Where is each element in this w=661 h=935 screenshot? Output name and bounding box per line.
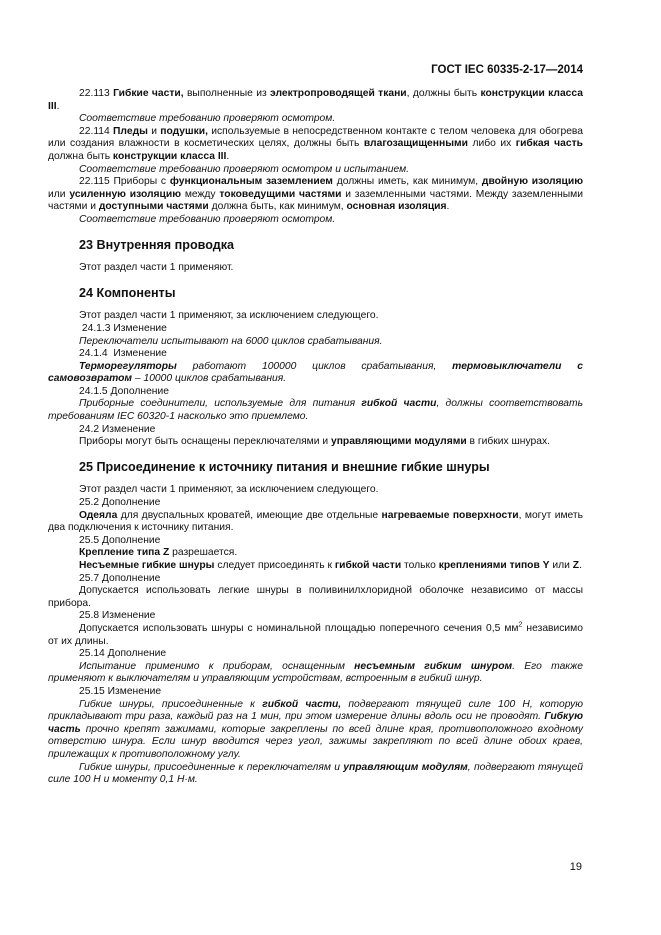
section-24-heading: 24 Компоненты bbox=[79, 285, 176, 300]
document-body: 22.113 Гибкие части, выполненные из электропроводящей ткани, должны быть конструкции класса III. Соответствие требованию проверяют осмотром. 22.114 Пледы и подушки, используемые в непосредственном контакте с телом человека для обогрева или создания влажности в косметических целях, должны быть влагозащищенными либо их гибкая часть должна быть конструкции класса III. Соответствие требованию проверяют осмотром и испытанием. 22.115 Приборы с функциональным заземлением должны иметь, как минимум, двойную изоляцию или усиленную изоляцию между токоведущими частями и заземленными частями. Между заземленными частями и доступными частями должна быть, как минимум, основная изоляция. Соответствие требованию проверяют осмотром. 23 Внутренняя проводка Этот раздел части 1 применяют. 24 Компоненты Этот раздел части 1 применяют, за исключением следующего. 24.1.3 Изменение Переключатели испытывают на 6000 циклов срабатывания. 24.1.4 Изменение Терморегуляторы работают 100000 циклов срабатывания, термовыключатели с самовозвратом – 10000 циклов срабатывания. 24.1.5 Дополнение Приборные соединители, используемые для питания гибкой части, должны соответствовать требованиям IEC 60320-1 насколько это приемлемо. 24.2 Изменение Приборы могут быть оснащены переключателями и управляющими модулями в гибких шнурах. 25 Присоединение к источнику питания и внешние гибкие шнуры Этот раздел части 1 применяют, за исключением следующего. 25.2 Дополнение Одеяла для двуспальных кроватей, имеющие две отдельные нагреваемые поверхности, могут иметь два подключения к источнику питания. 25.5 Дополнение Крепление типа Z разрешается. Несъемные гибкие шнуры следует присоединять к гибкой части только креплениями типов Y или Z. 25.7 Дополнение Допускается использовать легкие шнуры в поливинилхлоридной оболочке независимо от массы прибора. 25.8 Изменение Допускается использовать шнуры с номинальной площадью поперечного сечения 0,5 $мм^2$ независимо от их длины. 25.14 Дополнение Испытание применимо к приборам, оснащенным несъемным гибким шнуром. Его также применяют к выключателям и управляющим устройствам, встроенным в гибкий шнур. 25.15 Изменение Гибкие шнуры, присоединенные к гибкой части, подвергают тянущей силе 100 Н, которую прикладывают три раза, каждый раз на 1 мин, при этом измерение длины вдоль оси не проводят. Гибкую часть прочно крепят зажимами, которые закреплены по всей длине края, противоположного входному отверстию шнура. Если шнур вводится через угол, зажимы закрепляют по всей длине обоих краев, прилежащих к противоположному углу. Гибкие шнуры, присоединенные к переключателям и управляющим модулям, подвергают тянущей силе 100 Н и моменту 0,1 Н·м. bbox=[48, 88, 584, 786]
page-number: 19 bbox=[569, 861, 582, 873]
document-header: ГОСТ IEC 60335-2-17—2014 bbox=[431, 64, 583, 76]
clause-22-113: 22.113 Гибкие части, выполненные из электропроводящей ткани, должны быть конструкции класса III. bbox=[48, 88, 583, 112]
section-25-heading: 25 Присоединение к источнику питания и внешние гибкие шнуры bbox=[79, 459, 490, 474]
clause-22-114: 22.114 Пледы и подушки, используемые в непосредственном контакте с телом человека для обогрева или создания влажности в косметических целях, должны быть влагозащищенными либо их гибкая часть должна быть конструкции класса III. bbox=[48, 125, 583, 162]
section-23-heading: 23 Внутренняя проводка bbox=[79, 237, 235, 252]
clause-22-115: 22.115 Приборы с функциональным заземлением должны иметь, как минимум, двойную изоляцию или усиленную изоляцию между токоведущими частями и заземленными частями. Между заземленными частями и доступными частями должна быть, как минимум, основная изоляция. bbox=[48, 176, 584, 213]
